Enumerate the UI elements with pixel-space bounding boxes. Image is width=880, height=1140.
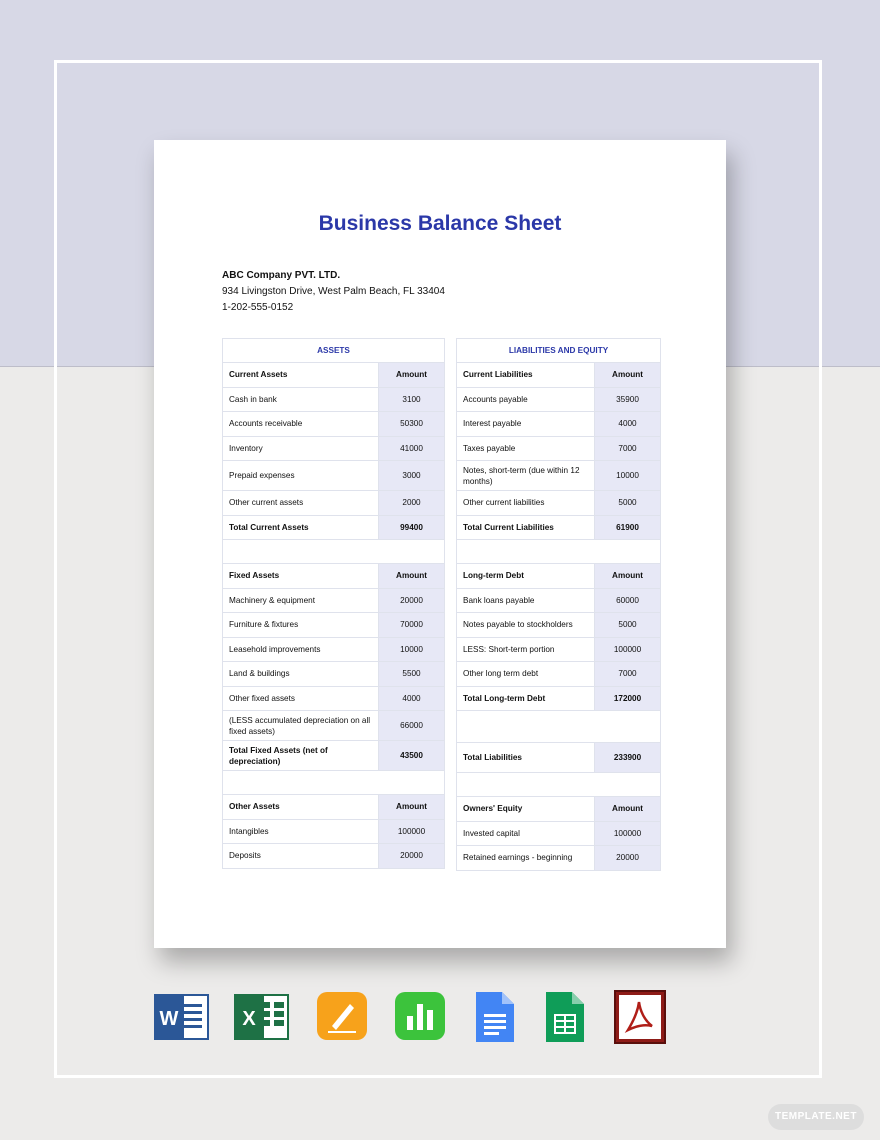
total-label: Total Current Liabilities — [457, 515, 595, 540]
row-amount: 100000 — [595, 821, 661, 846]
row-label: LESS: Short-term portion — [457, 637, 595, 662]
row-label: Leasehold improvements — [223, 637, 379, 662]
company-name: ABC Company PVT. LTD. — [222, 270, 341, 281]
table-row — [457, 588, 661, 613]
total-label: Total Current Assets — [223, 515, 379, 540]
amount-header: Amount — [595, 797, 661, 822]
current-liabilities-header: Current Liabilities — [457, 363, 595, 388]
row-label: Deposits — [223, 844, 379, 869]
row-amount: 5000 — [595, 613, 661, 638]
total-row — [457, 515, 661, 540]
company-phone: 1-202-555-0152 — [222, 302, 294, 313]
document-title: Business Balance Sheet — [318, 212, 562, 235]
table-row — [223, 686, 445, 711]
pages-icon[interactable] — [316, 990, 368, 1042]
longterm-debt-header: Long-term Debt — [457, 564, 595, 589]
row-amount: 10000 — [595, 461, 661, 491]
row-label: Other current liabilities — [457, 491, 595, 516]
row-amount: 20000 — [379, 588, 445, 613]
row-amount: 20000 — [595, 846, 661, 871]
svg-text:X: X — [242, 1008, 256, 1030]
table-row — [223, 844, 445, 869]
row-label: Taxes payable — [457, 436, 595, 461]
word-icon[interactable] — [154, 990, 210, 1044]
row-amount: 4000 — [595, 412, 661, 437]
table-row — [223, 412, 445, 437]
row-amount: 10000 — [379, 637, 445, 662]
table-row — [457, 637, 661, 662]
row-amount: 66000 — [379, 711, 445, 741]
google-sheets-icon[interactable] — [544, 990, 586, 1044]
row-amount: 7000 — [595, 662, 661, 687]
total-liabilities-label: Total Liabilities — [457, 743, 595, 773]
row-label: Other long term debt — [457, 662, 595, 687]
company-address: 934 Livingston Drive, West Palm Beach, FL 33404 — [222, 286, 445, 297]
row-amount: 41000 — [379, 436, 445, 461]
spacer-row — [457, 540, 661, 564]
table-row — [223, 387, 445, 412]
row-label: Retained earnings - beginning — [457, 846, 595, 871]
watermark-badge[interactable]: TEMPLATE.NET — [768, 1104, 864, 1130]
row-label: Other current assets — [223, 491, 379, 516]
row-label: (LESS accumulated depreciation on all fixed assets) — [223, 711, 379, 741]
pdf-icon[interactable] — [614, 990, 666, 1044]
google-docs-icon[interactable] — [474, 990, 516, 1044]
row-label: Notes payable to stockholders — [457, 613, 595, 638]
row-amount: 3100 — [379, 387, 445, 412]
table-row — [223, 711, 445, 741]
row-label: Machinery & equipment — [223, 588, 379, 613]
row-amount: 100000 — [379, 819, 445, 844]
liabilities-heading: LIABILITIES AND EQUITY — [457, 339, 661, 363]
total-row — [223, 515, 445, 540]
amount-header: Amount — [379, 795, 445, 820]
table-row — [457, 846, 661, 871]
row-label: Land & buildings — [223, 662, 379, 687]
total-amount: 43500 — [379, 741, 445, 771]
owners-equity-header: Owners' Equity — [457, 797, 595, 822]
amount-header: Amount — [595, 363, 661, 388]
excel-icon[interactable] — [234, 990, 290, 1044]
company-info — [222, 268, 445, 316]
row-amount: 5000 — [595, 491, 661, 516]
table-row — [457, 821, 661, 846]
table-row — [223, 819, 445, 844]
row-amount: 5500 — [379, 662, 445, 687]
row-label: Interest payable — [457, 412, 595, 437]
liabilities-table — [456, 338, 661, 871]
row-label: Accounts payable — [457, 387, 595, 412]
spacer-row — [223, 540, 445, 564]
other-assets-header: Other Assets — [223, 795, 379, 820]
fixed-assets-header: Fixed Assets — [223, 564, 379, 589]
format-icons-bar — [0, 990, 880, 1046]
table-row — [223, 461, 445, 491]
table-row — [457, 613, 661, 638]
total-row — [223, 741, 445, 771]
document-preview — [154, 140, 726, 948]
row-amount: 20000 — [379, 844, 445, 869]
table-row — [457, 412, 661, 437]
amount-header: Amount — [379, 564, 445, 589]
assets-table — [222, 338, 445, 869]
total-row — [457, 743, 661, 773]
row-amount: 4000 — [379, 686, 445, 711]
row-amount: 3000 — [379, 461, 445, 491]
row-label: Intangibles — [223, 819, 379, 844]
table-row — [457, 436, 661, 461]
row-label: Accounts receivable — [223, 412, 379, 437]
table-row — [457, 387, 661, 412]
total-row — [457, 686, 661, 711]
total-amount: 99400 — [379, 515, 445, 540]
amount-header: Amount — [595, 564, 661, 589]
table-row — [223, 491, 445, 516]
total-amount: 61900 — [595, 515, 661, 540]
total-label: Total Long-term Debt — [457, 686, 595, 711]
table-row — [223, 637, 445, 662]
row-amount: 2000 — [379, 491, 445, 516]
table-row — [223, 588, 445, 613]
row-label: Bank loans payable — [457, 588, 595, 613]
spacer-row — [457, 711, 661, 743]
numbers-icon[interactable] — [394, 990, 446, 1042]
total-label: Total Fixed Assets (net of depreciation) — [223, 741, 379, 771]
table-row — [223, 436, 445, 461]
amount-header: Amount — [379, 363, 445, 388]
spacer-row — [223, 771, 445, 795]
spacer-row — [457, 773, 661, 797]
row-label: Other fixed assets — [223, 686, 379, 711]
row-amount: 70000 — [379, 613, 445, 638]
assets-heading: ASSETS — [223, 339, 445, 363]
table-row — [457, 662, 661, 687]
row-label: Furniture & fixtures — [223, 613, 379, 638]
table-row — [223, 662, 445, 687]
row-amount: 100000 — [595, 637, 661, 662]
total-amount: 172000 — [595, 686, 661, 711]
table-row — [457, 461, 661, 491]
table-row — [223, 613, 445, 638]
current-assets-header: Current Assets — [223, 363, 379, 388]
row-amount: 60000 — [595, 588, 661, 613]
row-amount: 7000 — [595, 436, 661, 461]
row-amount: 35900 — [595, 387, 661, 412]
row-label: Notes, short-term (due within 12 months) — [457, 461, 595, 491]
table-row — [457, 491, 661, 516]
row-label: Invested capital — [457, 821, 595, 846]
svg-text:W: W — [159, 1008, 179, 1030]
total-liabilities-amount: 233900 — [595, 743, 661, 773]
row-label: Inventory — [223, 436, 379, 461]
row-label: Cash in bank — [223, 387, 379, 412]
row-amount: 50300 — [379, 412, 445, 437]
row-label: Prepaid expenses — [223, 461, 379, 491]
